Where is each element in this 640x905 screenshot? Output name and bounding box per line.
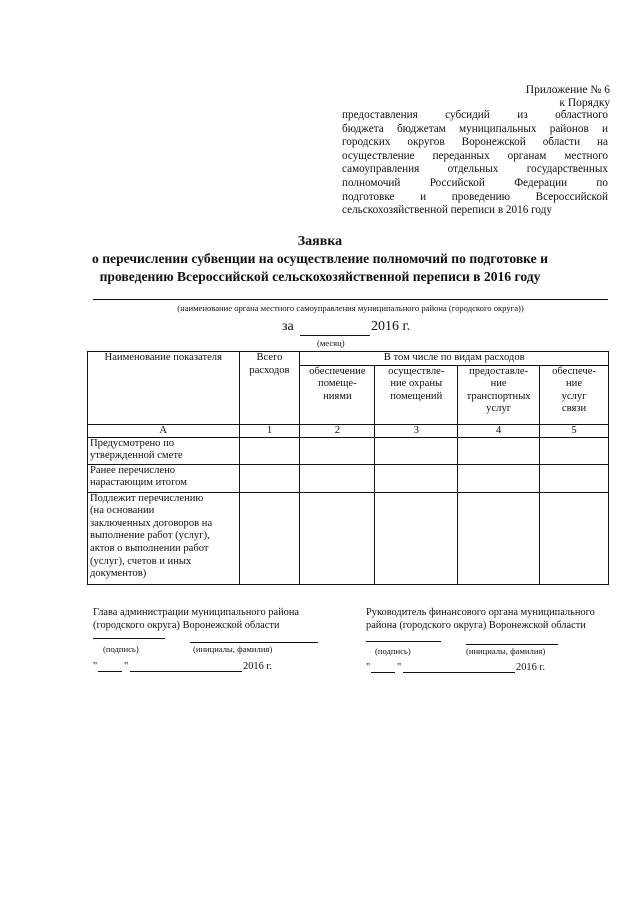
subheader-line: обеспечение (309, 365, 366, 377)
header-total-line: Всего (256, 352, 283, 363)
column-number: 5 (540, 424, 609, 437)
left-date-year: 2016 г. (243, 661, 273, 672)
row-label (88, 464, 240, 492)
value-cell[interactable] (458, 437, 540, 464)
appendix-line: городских округов Воронежской области на (342, 136, 608, 149)
subheader-line: ние охраны (390, 378, 443, 390)
row-label-line: (на основании (90, 505, 155, 517)
subheader-line: помещений (390, 390, 443, 402)
column-number: А (88, 424, 240, 437)
left-name-field[interactable] (190, 642, 318, 643)
subheader-communication (540, 365, 609, 424)
row-label (88, 437, 240, 464)
value-cell[interactable] (300, 464, 375, 492)
subheader-line: ниями (323, 390, 352, 402)
signatory-title-line: (городского округа) Воронежской области (93, 620, 280, 631)
appendix-line: осуществление переданных органам местного (342, 149, 608, 162)
appendix-line: полномочий Российской Федерации по (342, 176, 608, 189)
value-cell[interactable] (239, 464, 300, 492)
appendix-line: подготовке и проведению Всероссийской (342, 190, 608, 203)
left-signature-field[interactable] (93, 638, 165, 639)
left-signatory-title (93, 606, 343, 632)
month-field[interactable] (300, 335, 370, 336)
value-cell[interactable] (458, 492, 540, 584)
value-cell[interactable] (239, 492, 300, 584)
table-row (88, 492, 609, 584)
right-date-close: " (397, 662, 402, 673)
value-cell[interactable] (540, 437, 609, 464)
subheader-premises (300, 365, 375, 424)
signatory-title-line: Глава администрации муниципального района (93, 607, 300, 618)
header-indicator: Наименование показателя (88, 352, 240, 425)
column-number: 4 (458, 424, 540, 437)
value-cell[interactable] (375, 492, 458, 584)
subheader-line: услуг (561, 390, 587, 402)
header-total-line: расходов (249, 364, 290, 376)
right-signatory-title (366, 606, 616, 632)
value-cell[interactable] (239, 437, 300, 464)
row-label (88, 492, 240, 584)
subheader-line: транспортных (466, 390, 531, 402)
table-row (88, 464, 609, 492)
row-label-line: утвержденной смете (90, 450, 183, 462)
value-cell[interactable] (375, 437, 458, 464)
row-label-line: нарастающим итогом (90, 477, 187, 489)
value-cell[interactable] (458, 464, 540, 492)
subheader-line: ние (566, 378, 583, 390)
appendix-line: предоставления субсидий из областного (342, 109, 608, 121)
subheader-line: предоставле- (469, 365, 529, 377)
left-signature-caption: (подпись) (103, 644, 139, 654)
header-total (239, 352, 300, 425)
right-day-field[interactable] (371, 672, 395, 673)
left-date-open: " (93, 661, 98, 672)
header-group: В том числе по видам расходов (300, 352, 609, 366)
right-date-open: " (366, 662, 371, 673)
value-cell[interactable] (540, 492, 609, 584)
right-signature-caption: (подпись) (375, 646, 411, 656)
appendix-title: Приложение № 6 (525, 84, 610, 96)
appendix-header (526, 84, 610, 110)
left-month-field[interactable] (130, 671, 242, 672)
period-year: 2016 г. (371, 319, 411, 334)
value-cell[interactable] (375, 464, 458, 492)
signatory-title-line: района (городского округа) Воронежской области (366, 620, 586, 631)
value-cell[interactable] (300, 492, 375, 584)
subheader-line: ние (490, 378, 507, 390)
left-name-caption: (инициалы, фамилия) (193, 644, 273, 654)
org-name-field[interactable] (93, 299, 608, 300)
org-name-caption: (наименование органа местного самоуправления муниципального района (городского округа)) (177, 303, 524, 313)
row-label-line: выполнение работ (услуг), (90, 530, 210, 542)
row-label-line: Предусмотрено по (90, 437, 175, 449)
value-cell[interactable] (300, 437, 375, 464)
right-date-year: 2016 г. (516, 662, 546, 673)
table-row (88, 437, 609, 464)
document-subtitle-line: проведению Всероссийской сельскохозяйственной переписи в 2016 году (99, 269, 541, 284)
column-number: 1 (239, 424, 300, 437)
right-name-field[interactable] (466, 644, 558, 645)
row-label-line: Ранее перечислено (90, 464, 176, 476)
numbering-row (88, 424, 609, 437)
left-date-close: " (124, 661, 129, 672)
row-label-line: (услуг), счетов и иных (90, 555, 192, 567)
right-name-caption: (инициалы, фамилия) (466, 646, 546, 656)
value-cell[interactable] (540, 464, 609, 492)
row-label-line: заключенных договоров на (90, 517, 213, 529)
subheader-line: осуществле- (388, 365, 445, 377)
subheader-line: услуг (486, 403, 512, 415)
row-label-line: актов о выполнении работ (90, 542, 209, 554)
month-caption: (месяц) (317, 338, 345, 348)
appendix-text (342, 109, 608, 218)
document-subtitle-line: о перечислении субвенции на осуществление полномочий по подготовке и (92, 251, 548, 266)
expenses-table (87, 351, 609, 585)
subheader-line: помеще- (318, 378, 357, 390)
document-subtitle (0, 250, 640, 286)
column-number: 2 (300, 424, 375, 437)
subheader-line: связи (561, 403, 587, 415)
appendix-line: бюджета бюджетам муниципальных районов и (342, 122, 608, 135)
signatory-title-line: Руководитель финансового органа муниципального (366, 607, 595, 618)
period-prefix: за (282, 319, 294, 334)
subheader-line: обеспече- (552, 365, 596, 377)
appendix-line: сельскохозяйственной переписи в 2016 году (342, 204, 552, 217)
column-number: 3 (375, 424, 458, 437)
left-day-field[interactable] (98, 671, 122, 672)
appendix-subtitle: к Порядку (559, 97, 610, 109)
document-title: Заявка (297, 234, 343, 249)
subheader-security (375, 365, 458, 424)
row-label-line: документов) (90, 568, 147, 580)
right-month-field[interactable] (403, 672, 515, 673)
subheader-transport (458, 365, 540, 424)
row-label-line: Подлежит перечислению (90, 492, 204, 504)
right-signature-field[interactable] (366, 641, 441, 642)
appendix-line: самоуправления отдельных государственных (342, 163, 608, 176)
